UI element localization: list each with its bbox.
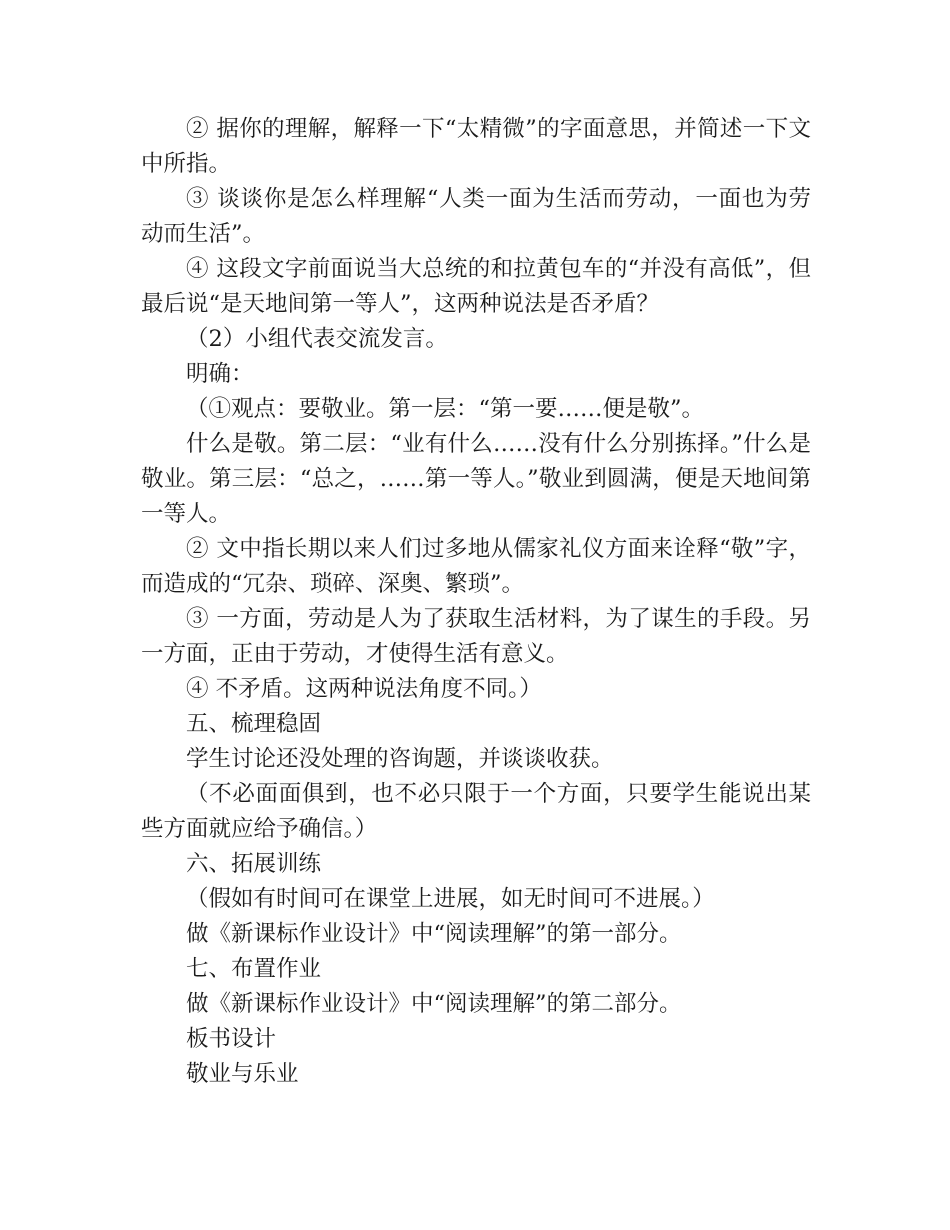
paragraph-group-discussion: （2）小组代表交流发言。 bbox=[186, 326, 448, 352]
paragraph-answer-2: ② 文中指长期以来人们过多地从儒家礼仪方面来诠释“敬”字，而造成的“冗杂、琐碎、深奥、繁琐”。 bbox=[141, 536, 811, 597]
document-body bbox=[141, 112, 811, 1092]
paragraph-exercise-part-2: 做《新课标作业设计》中“阅读理解”的第二部分。 bbox=[186, 991, 682, 1017]
paragraph-answer-4: ④ 不矛盾。这两种说法角度不同。） bbox=[186, 676, 542, 702]
paragraph-answer-1-continued: 什么是敬。第二层：“业有什么……没有什么分别拣择。”什么是敬业。第三层：“总之，……第一等人。”敬业到圆满，便是天地间第一等人。 bbox=[141, 431, 811, 527]
paragraph-answer-1: （①观点：要敬业。第一层：“第一要……便是敬”。 bbox=[186, 396, 705, 422]
section-heading-6: 六、拓展训练 bbox=[186, 851, 322, 877]
paragraph-question-3: ③ 谈谈你是怎么样理解“人类一面为生活而劳动，一面也为劳动而生活”。 bbox=[141, 186, 811, 247]
section-heading-7: 七、布置作业 bbox=[186, 956, 322, 982]
paragraph-answer-3: ③ 一方面，劳动是人为了获取生活材料，为了谋生的手段。另一方面，正由于劳动，才使得生活有意义。 bbox=[141, 606, 811, 667]
paragraph-board-title: 敬业与乐业 bbox=[186, 1061, 299, 1087]
paragraph-question-4: ④ 这段文字前面说当大总统的和拉黄包车的“并没有高低”，但最后说“是天地间第一等人”，这两种说法是否矛盾？ bbox=[141, 256, 811, 317]
paragraph-note: （不必面面俱到，也不必只限于一个方面，只要学生能说出某些方面就应给予确信。） bbox=[141, 781, 811, 842]
paragraph-board-design: 板书设计 bbox=[186, 1026, 277, 1052]
paragraph-student-discussion: 学生讨论还没处理的咨询题，并谈谈收获。 bbox=[186, 746, 614, 772]
paragraph-exercise-part-1: 做《新课标作业设计》中“阅读理解”的第一部分。 bbox=[186, 921, 682, 947]
paragraph-clarify-label: 明确： bbox=[186, 361, 254, 387]
section-heading-5: 五、梳理稳固 bbox=[186, 711, 322, 737]
paragraph-time-note: （假如有时间可在课堂上进展，如无时间可不进展。） bbox=[186, 886, 715, 912]
paragraph-question-2: ② 据你的理解，解释一下“太精微”的字面意思，并简述一下文中所指。 bbox=[141, 116, 811, 177]
